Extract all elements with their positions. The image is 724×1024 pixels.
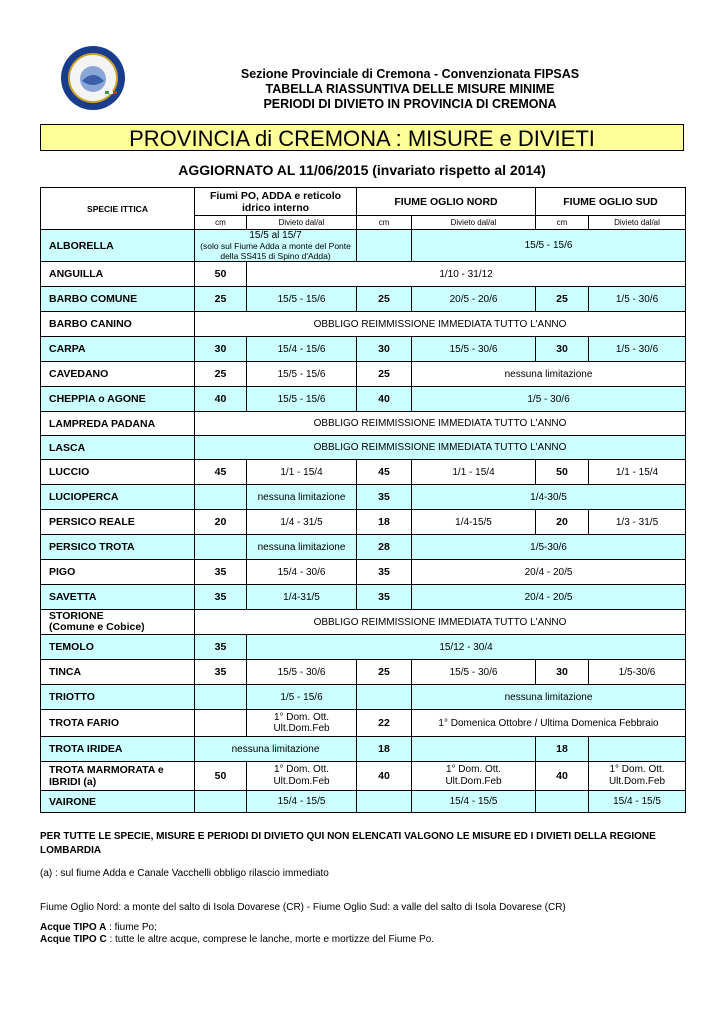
divieto-header: Divieto dal/al	[412, 216, 536, 230]
footnote-a: (a) : sul fiume Adda e Canale Vacchelli obbligo rilascio immediato	[40, 868, 329, 879]
divieto-to: Ult.Dom.Feb	[445, 776, 502, 787]
group-oglio-sud: FIUME OGLIO SUD	[536, 188, 686, 216]
species-table	[40, 187, 686, 813]
cm-cell: 22	[357, 710, 412, 737]
cm-cell: 40	[357, 387, 412, 412]
species-name: CHEPPIA o AGONE	[41, 387, 195, 412]
empty-cell	[357, 685, 412, 710]
species-name: LAMPREDA PADANA	[41, 412, 195, 436]
divieto-cell: 1/4-15/5	[412, 510, 536, 535]
divieto-cell: 15/5 - 15/6	[412, 230, 686, 262]
cm-cell: 30	[536, 660, 589, 685]
divieto-cell: 15/5 - 30/6	[412, 660, 536, 685]
cm-cell: 25	[357, 362, 412, 387]
divieto-cell: nessuna limitazione	[195, 737, 357, 762]
empty-cell	[357, 791, 412, 813]
table-row	[41, 362, 686, 387]
divieto-cell: 15/4 - 30/6	[247, 560, 357, 585]
divieto-to: Ult.Dom.Feb	[273, 776, 330, 787]
divieto-cell: 15/5 - 15/6	[247, 362, 357, 387]
empty-cell	[412, 737, 536, 762]
divieto-cell: 1/1 - 15/4	[247, 460, 357, 485]
divieto-cell: 1/5-30/6	[412, 535, 686, 560]
cm-cell: 40	[357, 762, 412, 791]
cm-header: cm	[195, 216, 247, 230]
table-row	[41, 436, 686, 460]
cm-cell: 18	[357, 737, 412, 762]
table-row	[41, 287, 686, 312]
cm-cell: 40	[195, 387, 247, 412]
divieto-cell: 15/4 - 15/5	[412, 791, 536, 813]
cm-cell: 25	[195, 287, 247, 312]
cm-cell: 45	[357, 460, 412, 485]
species-name: TEMOLO	[41, 635, 195, 660]
cm-cell: 50	[195, 262, 247, 287]
divieto-cell: 15/12 - 30/4	[247, 635, 686, 660]
species-name: BARBO CANINO	[41, 312, 195, 337]
cm-cell: 25	[195, 362, 247, 387]
table-row	[41, 660, 686, 685]
divieto-cell: 1° Domenica Ottobre / Ultima Domenica Febbraio	[412, 710, 686, 737]
fipsas-logo	[60, 45, 126, 111]
cm-cell: 35	[357, 585, 412, 610]
divieto-to: Ult.Dom.Feb	[273, 723, 330, 734]
species-name: ALBORELLA	[41, 230, 195, 262]
divieto-cell: 1/3 - 31/5	[589, 510, 686, 535]
header-line-2: TABELLA RIASSUNTIVA DELLE MISURE MINIME	[265, 82, 555, 96]
cm-cell: 35	[195, 585, 247, 610]
table-row	[41, 262, 686, 287]
cm-cell: 45	[195, 460, 247, 485]
divieto-cell: 15/5 - 15/6	[247, 387, 357, 412]
divieto-cell: 15/5 - 30/6	[247, 660, 357, 685]
divieto-cell: 15/4 - 15/5	[247, 791, 357, 813]
divieto-cell: 1/5-30/6	[589, 660, 686, 685]
table-row	[41, 762, 686, 791]
divieto-note: (solo sul Fiume Adda a monte del Ponte della SS415 di Spino d'Adda)	[200, 241, 351, 261]
species-name: CAVEDANO	[41, 362, 195, 387]
page-title: PROVINCIA di CREMONA : MISURE e DIVIETI	[40, 124, 684, 151]
divieto-from: 1° Dom. Ott.	[445, 764, 502, 775]
cm-cell: 30	[195, 337, 247, 362]
table-row	[41, 510, 686, 535]
cm-cell: 35	[195, 660, 247, 685]
table-row	[41, 230, 686, 262]
species-name: ANGUILLA	[41, 262, 195, 287]
cm-header: cm	[536, 216, 589, 230]
species-name: TRIOTTO	[41, 685, 195, 710]
species-name: LUCIOPERCA	[41, 485, 195, 510]
divieto-cell: 20/4 - 20/5	[412, 560, 686, 585]
divieto-cell: 1/5 - 30/6	[412, 387, 686, 412]
table-row	[41, 460, 686, 485]
cm-cell: 35	[195, 635, 247, 660]
species-name: PIGO	[41, 560, 195, 585]
cm-cell: 18	[536, 737, 589, 762]
table-row	[41, 485, 686, 510]
table-row	[41, 337, 686, 362]
cm-cell: 30	[357, 337, 412, 362]
cm-cell: 25	[357, 660, 412, 685]
species-name: PERSICO REALE	[41, 510, 195, 535]
cm-cell: 35	[357, 560, 412, 585]
divieto-from: 1° Dom. Ott.	[273, 712, 330, 723]
cm-cell: 25	[536, 287, 589, 312]
species-name: SAVETTA	[41, 585, 195, 610]
divieto-cell	[589, 762, 686, 791]
divieto-cell: nessuna limitazione	[247, 485, 357, 510]
group-oglio-nord: FIUME OGLIO NORD	[357, 188, 536, 216]
table-row	[41, 312, 686, 337]
divieto-from: 1° Dom. Ott.	[609, 764, 665, 775]
cm-cell: 28	[357, 535, 412, 560]
empty-cell	[195, 710, 247, 737]
divieto-cell	[247, 762, 357, 791]
empty-cell	[536, 791, 589, 813]
divieto-cell: 1/1 - 15/4	[412, 460, 536, 485]
table-row	[41, 791, 686, 813]
cm-cell: 30	[536, 337, 589, 362]
table-row	[41, 685, 686, 710]
update-date: AGGIORNATO AL 11/06/2015 (invariato rispetto al 2014)	[178, 162, 546, 178]
divieto-cell: OBBLIGO REIMMISSIONE IMMEDIATA TUTTO L'ANNO	[195, 412, 686, 436]
tipo-a-text: : fiume Po;	[106, 922, 157, 933]
cm-cell: 50	[536, 460, 589, 485]
divieto-cell: nessuna limitazione	[412, 362, 686, 387]
divieto-cell: 1/5 - 30/6	[589, 337, 686, 362]
cm-cell: 20	[195, 510, 247, 535]
species-name: PERSICO TROTA	[41, 535, 195, 560]
cm-cell: 35	[195, 560, 247, 585]
cm-cell: 25	[357, 287, 412, 312]
tipo-c-note	[40, 934, 690, 945]
divieto-cell: 1/5 - 15/6	[247, 685, 357, 710]
species-name: TROTA IRIDEA	[41, 737, 195, 762]
tipo-c-label: Acque TIPO C	[40, 934, 107, 945]
species-name: TINCA	[41, 660, 195, 685]
table-row	[41, 585, 686, 610]
divieto-cell: 20/4 - 20/5	[412, 585, 686, 610]
species-name: STORIONE	[49, 610, 104, 622]
header-line-1: Sezione Provinciale di Cremona - Convenzionata FIPSAS	[240, 67, 580, 81]
divieto-cell: 20/5 - 20/6	[412, 287, 536, 312]
empty-cell	[195, 791, 247, 813]
group-po-adda: Fiumi PO, ADDA e reticolo idrico interno	[195, 188, 357, 216]
divieto-cell: 15/5 - 15/6	[247, 287, 357, 312]
divieto-cell: 1/1 - 15/4	[589, 460, 686, 485]
divieto-cell: 1/4-31/5	[247, 585, 357, 610]
table-row	[41, 387, 686, 412]
divieto-cell: OBBLIGO REIMMISSIONE IMMEDIATA TUTTO L'ANNO	[195, 610, 686, 635]
general-note: PER TUTTE LE SPECIE, MISURE E PERIODI DI DIVIETO QUI NON ELENCATI VALGONO LE MISURE ED I DIVIETI DELLA REGIONE LOMBARDIA	[40, 831, 656, 856]
table-row	[41, 610, 686, 635]
cm-cell: 40	[536, 762, 589, 791]
header-line-3: PERIODI DI DIVIETO IN PROVINCIA DI CREMONA	[263, 97, 557, 111]
cm-cell: 18	[357, 510, 412, 535]
species-name: TROTA MARMORATA e	[49, 764, 164, 776]
divieto-cell	[412, 762, 536, 791]
species-name-cell	[41, 610, 195, 635]
divieto-header: Divieto dal/al	[589, 216, 686, 230]
species-name: BARBO COMUNE	[41, 287, 195, 312]
divieto-cell: 1/4-30/5	[412, 485, 686, 510]
cm-header: cm	[357, 216, 412, 230]
table-header-row	[41, 188, 686, 216]
species-name: VAIRONE	[41, 791, 195, 813]
divieto-cell: 15/4 - 15/5	[589, 791, 686, 813]
divieto-cell: OBBLIGO REIMMISSIONE IMMEDIATA TUTTO L'ANNO	[195, 312, 686, 337]
species-name-sub: IBRIDI (a)	[49, 776, 97, 788]
oglio-note: Fiume Oglio Nord: a monte del salto di Isola Dovarese (CR) - Fiume Oglio Sud: a valle del salto di Isola Dovarese (CR)	[40, 902, 566, 913]
table-row	[41, 635, 686, 660]
divieto-from: 1° Dom. Ott.	[273, 764, 330, 775]
divieto-to: Ult.Dom.Feb	[608, 776, 666, 787]
species-name: CARPA	[41, 337, 195, 362]
divieto-cell	[195, 230, 357, 262]
divieto-value: 15/5 al 15/7	[249, 230, 302, 241]
table-row	[41, 535, 686, 560]
table-row	[41, 412, 686, 436]
tipo-c-text: : tutte le altre acque, comprese le lanche, morte e mortizze del Fiume Po.	[106, 934, 435, 945]
divieto-cell: 1/5 - 30/6	[589, 287, 686, 312]
species-name-sub: (Comune e Cobice)	[49, 621, 145, 633]
species-name: LASCA	[41, 436, 195, 460]
tipo-a-note	[40, 922, 690, 933]
divieto-cell: 1/10 - 31/12	[247, 262, 686, 287]
species-name: LUCCIO	[41, 460, 195, 485]
divieto-cell: nessuna limitazione	[412, 685, 686, 710]
species-header: SPECIE ITTICA	[41, 188, 195, 230]
table-row	[41, 737, 686, 762]
empty-cell	[589, 737, 686, 762]
cm-cell: 50	[195, 762, 247, 791]
cm-cell: 20	[536, 510, 589, 535]
species-name: TROTA FARIO	[41, 710, 195, 737]
table-row	[41, 560, 686, 585]
cm-cell: 35	[357, 485, 412, 510]
divieto-cell: nessuna limitazione	[247, 535, 357, 560]
table-row	[41, 710, 686, 737]
empty-cell	[195, 535, 247, 560]
empty-cell	[357, 230, 412, 262]
empty-cell	[195, 685, 247, 710]
divieto-header: Divieto dal/al	[247, 216, 357, 230]
divieto-cell: 1/4 - 31/5	[247, 510, 357, 535]
divieto-cell: 15/4 - 15/6	[247, 337, 357, 362]
divieto-cell: OBBLIGO REIMMISSIONE IMMEDIATA TUTTO L'ANNO	[195, 436, 686, 460]
divieto-cell: 15/5 - 30/6	[412, 337, 536, 362]
species-name-cell	[41, 762, 195, 791]
tipo-a-label: Acque TIPO A	[40, 922, 107, 933]
empty-cell	[195, 485, 247, 510]
divieto-cell	[247, 710, 357, 737]
